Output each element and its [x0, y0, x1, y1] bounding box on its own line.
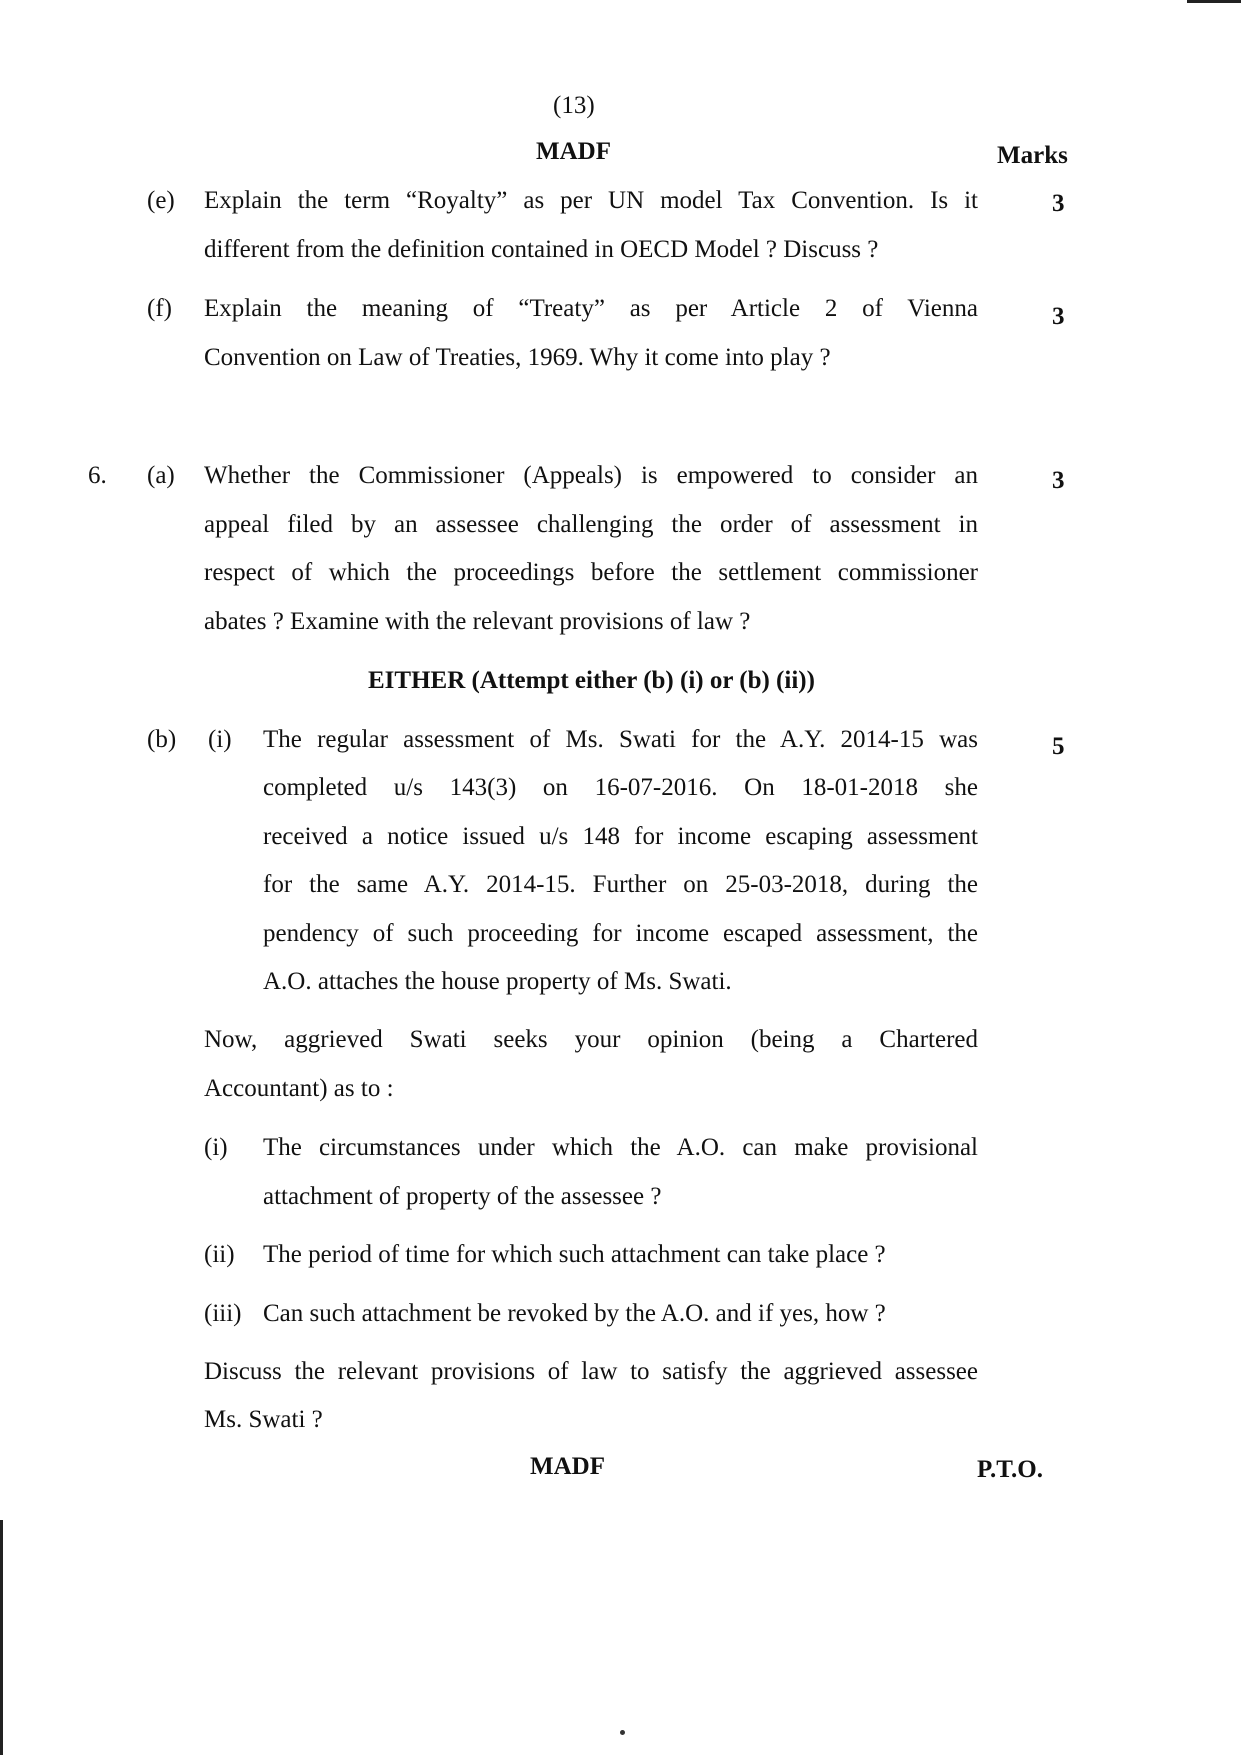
question-label-f: (f) [147, 295, 172, 322]
scan-edge-top-right [1187, 0, 1241, 3]
scan-speck [620, 1730, 625, 1735]
paper-code-footer: MADF [530, 1453, 605, 1480]
item-ii-line-1: The period of time for which such attachment can take place ? [263, 1241, 886, 1268]
either-heading: EITHER (Attempt either (b) (i) or (b) (ii)) [368, 667, 815, 694]
q6a-line-4: abates ? Examine with the relevant provisions of law ? [204, 608, 751, 635]
question-label-e: (e) [147, 187, 175, 214]
scan-edge-left [0, 1520, 3, 1755]
q6b-line-4: for the same A.Y. 2014-15. Further on 25-03-2018, during the [263, 871, 978, 898]
item-iii-line-1: Can such attachment be revoked by the A.O. and if yes, how ? [263, 1300, 886, 1327]
q6a-line-1: Whether the Commissioner (Appeals) is empowered to consider an [204, 462, 978, 489]
q5f-line-1: Explain the meaning of “Treaty” as per Article 2 of Vienna [204, 295, 978, 322]
opinion-line-2: Accountant) as to : [204, 1075, 394, 1102]
q5f-line-2: Convention on Law of Treaties, 1969. Why it come into play ? [204, 344, 831, 371]
q6b-line-5: pendency of such proceeding for income escaped assessment, the [263, 920, 978, 947]
marks-header: Marks [997, 142, 1068, 169]
q6a-line-3: respect of which the proceedings before the settlement commissioner [204, 559, 978, 586]
closing-line-1: Discuss the relevant provisions of law to satisfy the aggrieved assessee [204, 1358, 978, 1385]
q6b-line-6: A.O. attaches the house property of Ms. Swati. [263, 968, 732, 995]
item-i-line-2: attachment of property of the assessee ? [263, 1183, 662, 1210]
q6b-marks: 5 [1052, 733, 1065, 760]
q5e-line-2: different from the definition contained in OECD Model ? Discuss ? [204, 236, 879, 263]
q6b-line-2: completed u/s 143(3) on 16-07-2016. On 18-01-2018 she [263, 774, 978, 801]
item-i-line-1: The circumstances under which the A.O. can make provisional [263, 1134, 978, 1161]
q5f-marks: 3 [1052, 303, 1065, 330]
question-label-6b: (b) [147, 726, 177, 753]
q5e-line-1: Explain the term “Royalty” as per UN model Tax Convention. Is it [204, 187, 978, 214]
q6a-marks: 3 [1052, 467, 1065, 494]
q5e-marks: 3 [1052, 190, 1065, 217]
item-label-ii: (ii) [204, 1241, 235, 1268]
closing-line-2: Ms. Swati ? [204, 1406, 323, 1433]
pto-label: P.T.O. [977, 1456, 1043, 1483]
page-number: (13) [553, 92, 595, 119]
paper-code-header: MADF [536, 138, 611, 165]
q6b-line-3: received a notice issued u/s 148 for income escaping assessment [263, 823, 978, 850]
q6a-line-2: appeal filed by an assessee challenging the order of assessment in [204, 511, 978, 538]
question-label-6a: (a) [147, 462, 175, 489]
opinion-line-1: Now, aggrieved Swati seeks your opinion (being a Chartered [204, 1026, 978, 1053]
question-sublabel-6b-i: (i) [208, 726, 232, 753]
item-label-iii: (iii) [204, 1300, 242, 1327]
item-label-i: (i) [204, 1134, 228, 1161]
q6b-line-1: The regular assessment of Ms. Swati for the A.Y. 2014-15 was [263, 726, 978, 753]
question-number-6: 6. [88, 462, 107, 489]
